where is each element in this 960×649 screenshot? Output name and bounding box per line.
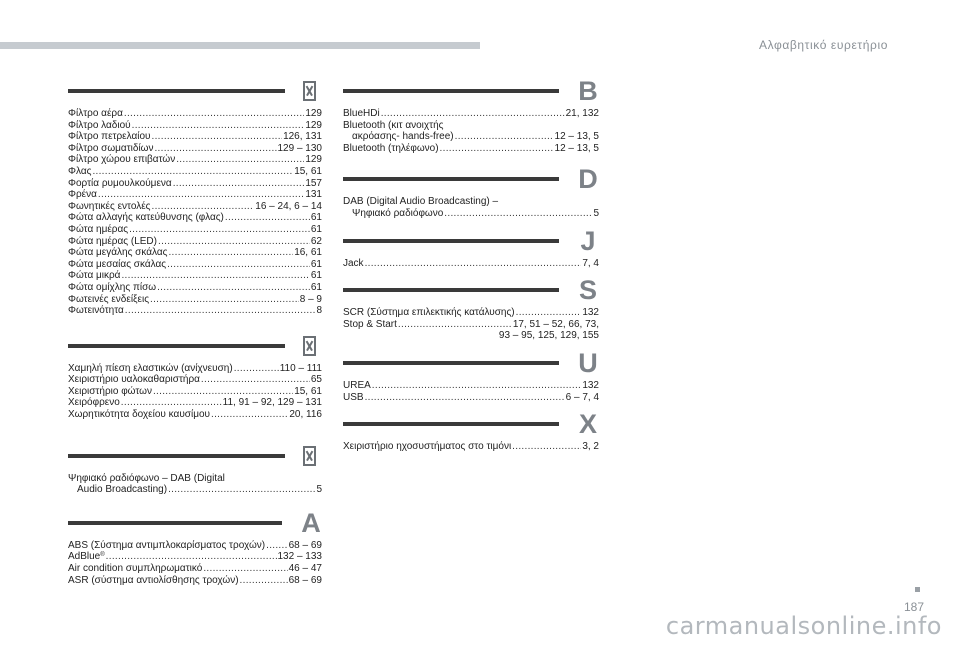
leader-dots (167, 259, 310, 271)
entry-pages: 12 – 13, 5 (554, 131, 599, 143)
entry-name: Φώτα μεγάλης σκάλας (68, 247, 168, 259)
leader-dots (516, 307, 582, 319)
section-rule (68, 454, 285, 458)
entry-list (68, 540, 322, 586)
entry-list (343, 380, 599, 403)
index-entry[interactable] (68, 540, 322, 552)
entry-name: SCR (Σύστημα επιλεκτικής κατάλυσης) (343, 307, 515, 319)
left-column (68, 76, 322, 586)
section-rule (68, 521, 282, 525)
entry-name: Χειριστήριο υαλοκαθαριστήρα (68, 374, 200, 386)
section-rule (343, 239, 559, 243)
index-entry[interactable] (68, 131, 322, 143)
entry-pages: 8 – 9 (299, 293, 322, 305)
entry-pages: 61 (310, 223, 322, 235)
index-section-x (343, 409, 599, 453)
entry-pages: 8 (316, 305, 322, 317)
entry-name: Φωτεινές ενδείξεις (68, 293, 150, 305)
leader-dots (124, 108, 304, 120)
entry-name: Χαμηλή πίεση ελαστικών (ανίχνευση) (68, 362, 233, 374)
section-rule (68, 344, 285, 348)
index-entry[interactable] (68, 120, 322, 132)
entry-pages: 20, 116 (289, 409, 322, 421)
section-rule (343, 288, 559, 292)
entry-pages: 61 (310, 212, 322, 224)
leader-dots (203, 563, 287, 575)
entry-name: ASR (σύστημα αντιολίσθησης τροχών) (68, 574, 239, 586)
entry-name: Stop & Start (343, 318, 397, 330)
leader-dots (106, 551, 277, 563)
entry-name: Χειριστήριο φώτων (68, 385, 152, 397)
entry-pages: 5 (316, 484, 322, 496)
index-section-phi (68, 76, 322, 317)
entry-name-continued: ακρόασης- hands-free) (352, 131, 454, 143)
leader-dots (372, 380, 582, 392)
index-entry[interactable] (68, 166, 322, 178)
section-letter: X (578, 409, 597, 440)
entry-name: Φώτα μικρά (68, 270, 121, 282)
index-entry[interactable] (68, 154, 322, 166)
entry-pages: 11, 91 – 92, 129 – 131 (222, 397, 322, 409)
index-section-u (343, 348, 599, 403)
entry-list (343, 307, 599, 342)
index-entry[interactable] (68, 143, 322, 155)
index-entry[interactable] (68, 294, 322, 306)
entry-name: DAB (Digital Audio Broadcasting) – (343, 196, 499, 208)
entry-pages: 157 (305, 177, 322, 189)
index-section-b (343, 76, 599, 154)
entry-name: Φίλτρο αέρα (68, 108, 123, 119)
entry-name: UREA (343, 379, 371, 391)
entry-pages: 129 (305, 119, 322, 131)
index-entry[interactable] (68, 201, 322, 213)
index-entry[interactable] (68, 270, 322, 282)
index-entry[interactable] (68, 282, 322, 294)
right-column (343, 76, 599, 453)
section-rule (343, 422, 559, 426)
entry-pages: 61 (310, 281, 322, 293)
leader-dots (168, 484, 315, 496)
header-rule (0, 42, 480, 49)
leader-dots (153, 386, 293, 398)
page-marker (915, 587, 920, 592)
entry-pages: 129 (305, 154, 322, 166)
leader-dots (512, 441, 581, 453)
entry-name: Ψηφιακό ραδιόφωνο – DAB (Digital (68, 472, 225, 484)
index-entry[interactable] (68, 189, 322, 201)
entry-pages: 68 – 69 (288, 574, 322, 586)
section-header (68, 508, 322, 538)
section-rule (343, 89, 559, 93)
leader-dots (381, 108, 565, 120)
entry-pages: 129 (305, 108, 322, 119)
index-entry[interactable] (68, 386, 322, 398)
entry-pages: 68 – 69 (288, 539, 322, 551)
entry-name: Bluetooth (κιτ ανοιχτής (343, 119, 444, 131)
section-header (343, 275, 599, 305)
entry-name-continued: Ψηφιακό ραδιόφωνο (352, 207, 444, 219)
index-entry[interactable] (343, 258, 599, 270)
entry-pages: 16, 61 (294, 247, 322, 259)
index-entry[interactable] (68, 108, 322, 120)
index-entry[interactable] (68, 259, 322, 271)
entry-pages: 132 (582, 307, 599, 319)
section-letter: D (578, 164, 598, 195)
section-header (343, 76, 599, 106)
entry-pages: 7, 4 (582, 257, 599, 269)
leader-dots (121, 397, 222, 409)
leader-dots (152, 201, 255, 213)
section-title: Αλφαβητικό ευρετήριο (758, 38, 888, 52)
leader-dots (365, 258, 582, 270)
entry-pages: 131 (305, 189, 322, 201)
entry-name: USB (343, 391, 364, 403)
section-header (68, 331, 322, 361)
index-section-j (343, 226, 599, 270)
entry-list (343, 258, 599, 270)
entry-name: Χειριστήριο ηχοσυστήματος στο τιμόνι (343, 441, 512, 453)
leader-dots (129, 224, 310, 236)
leader-dots (168, 247, 293, 259)
entry-pages: 15, 61 (294, 385, 322, 397)
entry-name: Φλας (68, 165, 92, 177)
section-header (343, 164, 599, 194)
index-entry[interactable] (343, 143, 599, 155)
leader-dots (125, 305, 316, 317)
section-header (343, 409, 599, 439)
index-entry[interactable] (68, 575, 322, 587)
entry-pages: 17, 51 – 52, 66, 73, (512, 318, 599, 330)
section-letter: A (301, 507, 321, 538)
entry-name: ABS (Σύστημα αντιμπλοκαρίσματος τροχών) (68, 539, 266, 551)
index-entry[interactable] (343, 120, 599, 143)
section-rule (68, 89, 285, 93)
index-entry[interactable] (68, 363, 322, 375)
index-entry[interactable] (68, 409, 322, 421)
index-section-d (343, 164, 599, 219)
leader-dots (152, 131, 283, 143)
section-rule (343, 177, 559, 181)
leader-dots (398, 319, 512, 331)
registered-mark: ® (100, 552, 105, 559)
leader-dots (154, 143, 276, 155)
index-entry[interactable] (68, 178, 322, 190)
index-entry[interactable] (68, 224, 322, 236)
index-entry[interactable] (68, 247, 322, 259)
index-entry[interactable] (68, 374, 322, 386)
page-number: 187 (903, 600, 924, 614)
entry-name: Φωνητικές εντολές (68, 200, 151, 212)
entry-pages: 15, 61 (294, 165, 322, 177)
index-section-s (343, 275, 599, 342)
entry-name: Φώτα ομίχλης πίσω (68, 281, 157, 293)
entry-name: Φίλτρο πετρελαίου (68, 131, 151, 143)
section-letter: B (578, 76, 598, 106)
letter-placeholder-icon (303, 81, 316, 101)
entry-name-continued: Audio Broadcasting) (77, 484, 168, 496)
entry-pages: 3, 2 (582, 441, 599, 453)
index-entry[interactable] (343, 392, 599, 404)
leader-dots (176, 154, 304, 166)
leader-dots (173, 178, 305, 190)
index-entry[interactable] (68, 236, 322, 248)
leader-dots (201, 374, 310, 386)
index-entry[interactable] (343, 380, 599, 392)
index-entry[interactable] (68, 397, 322, 409)
entry-pages: 21, 132 (565, 108, 599, 119)
entry-name: Φρένα (68, 189, 97, 201)
entry-list (68, 108, 322, 317)
leader-dots (234, 363, 279, 375)
leader-dots (132, 120, 305, 132)
index-section-psi (68, 441, 322, 496)
entry-name: Χωρητικότητα δοχείου καυσίμου (68, 409, 210, 421)
leader-dots (225, 212, 310, 224)
entry-name: Φώτα αλλαγής κατεύθυνσης (φλας) (68, 212, 224, 224)
section-header (68, 76, 322, 106)
entry-pages: 62 (310, 235, 322, 247)
index-entry[interactable] (343, 108, 599, 120)
entry-pages: 132 – 133 (277, 551, 322, 563)
entry-name: Χειρόφρενο (68, 397, 120, 409)
index-entry[interactable] (343, 319, 599, 342)
entry-pages-continued: 93 – 95, 125, 129, 155 (498, 330, 599, 342)
section-letter: S (578, 275, 597, 306)
watermark: carmanualsonline.info (665, 612, 942, 640)
index-section-chi (68, 331, 322, 421)
leader-dots (150, 294, 299, 306)
entry-name: Bluetooth (τηλέφωνο) (343, 142, 439, 154)
entry-list (68, 473, 322, 496)
entry-pages: 126, 131 (283, 131, 322, 143)
index-entry[interactable] (68, 551, 322, 563)
index-section-a (68, 508, 322, 586)
entry-pages: 61 (310, 258, 322, 270)
index-entry[interactable] (68, 563, 322, 575)
entry-list (343, 441, 599, 453)
leader-dots (455, 131, 554, 143)
leader-dots (266, 540, 288, 552)
entry-list (343, 108, 599, 154)
index-entry[interactable] (343, 307, 599, 319)
section-rule (343, 361, 559, 365)
entry-pages: 132 (582, 379, 599, 391)
index-entry[interactable] (343, 441, 599, 453)
section-header (343, 348, 599, 378)
index-entry[interactable] (68, 305, 322, 317)
leader-dots (121, 270, 309, 282)
leader-dots (92, 166, 293, 178)
entry-name: Φώτα ημέρας (68, 223, 129, 235)
entry-pages: 129 – 130 (277, 142, 322, 154)
leader-dots (444, 208, 592, 220)
letter-placeholder-icon (303, 336, 316, 356)
entry-name: Jack (343, 257, 364, 269)
entry-pages: 12 – 13, 5 (554, 142, 599, 154)
leader-dots (440, 143, 554, 155)
entry-name: AdBlue (68, 551, 101, 563)
leader-dots (365, 392, 565, 404)
entry-name: Φώτα μεσαίας σκάλας (68, 258, 167, 270)
leader-dots (240, 575, 288, 587)
entry-name: Φίλτρο χώρου επιβατών (68, 154, 176, 166)
leader-dots (157, 282, 310, 294)
index-entry[interactable] (343, 196, 599, 219)
index-entry[interactable] (68, 473, 322, 496)
leader-dots (158, 236, 310, 248)
entry-pages: 65 (310, 374, 322, 386)
section-letter: J (580, 225, 596, 256)
entry-pages: 5 (593, 207, 599, 219)
entry-pages: 61 (310, 270, 322, 282)
entry-name: Φίλτρο λαδιού (68, 119, 131, 131)
entry-pages: 6 – 7, 4 (565, 391, 599, 403)
section-letter: U (578, 347, 598, 378)
entry-name: Φώτα ημέρας (LED) (68, 235, 157, 247)
entry-list (343, 196, 599, 219)
entry-name: Φίλτρο σωματιδίων (68, 142, 154, 154)
entry-list (68, 363, 322, 421)
section-header (68, 441, 322, 471)
entry-name: Φωτεινότητα (68, 305, 124, 317)
entry-pages: 16 – 24, 6 – 14 (255, 200, 322, 212)
section-header (343, 226, 599, 256)
entry-name: Φορτία ρυμουλκούμενα (68, 177, 172, 189)
entry-pages: 110 – 111 (279, 362, 322, 374)
index-entry[interactable] (68, 212, 322, 224)
entry-pages: 46 – 47 (288, 563, 322, 575)
entry-name: BlueHDi (343, 108, 380, 119)
leader-dots (98, 189, 304, 201)
entry-name: Air condition συμπληρωματικό (68, 563, 203, 575)
letter-placeholder-icon (303, 446, 316, 466)
leader-dots (211, 409, 288, 421)
